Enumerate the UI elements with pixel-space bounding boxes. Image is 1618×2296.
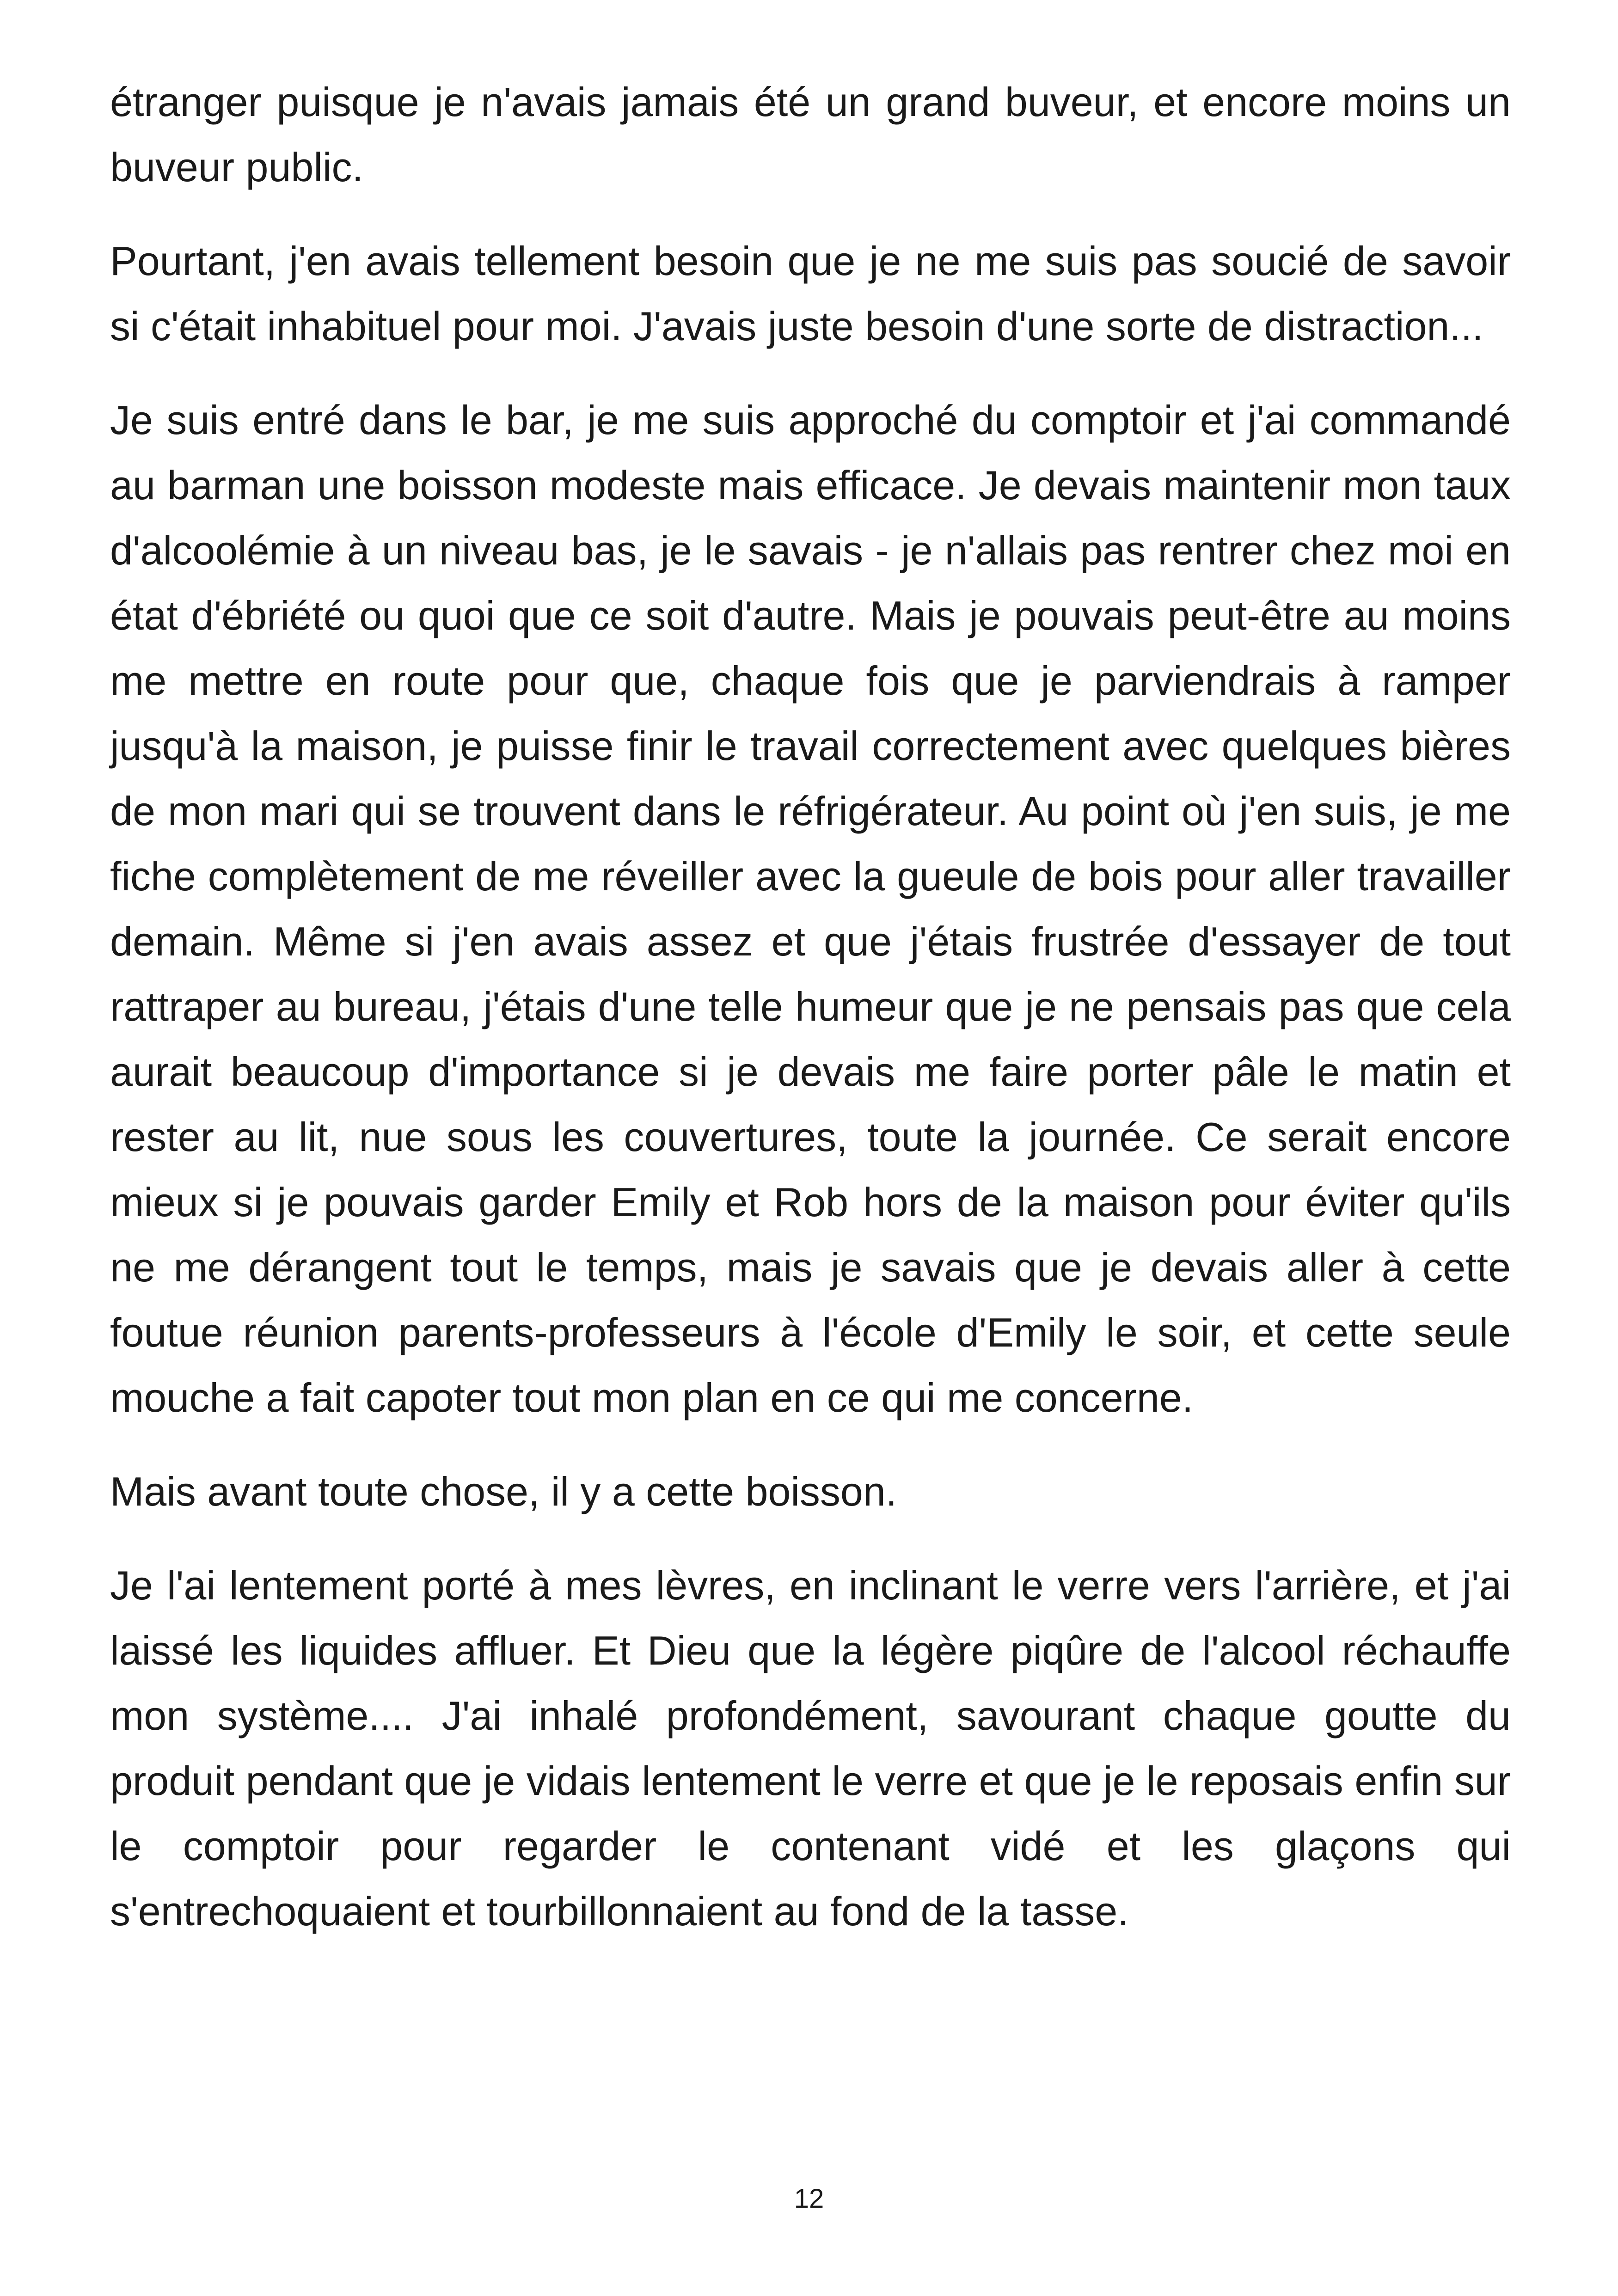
paragraph: étranger puisque je n'avais jamais été un grand buveur, et encore moins un buveur public.	[110, 79, 1511, 190]
paragraph: Je suis entré dans le bar, je me suis approché du comptoir et j'ai commandé au barman une boisson modeste mais efficace. Je devais maintenir mon taux d'alcoolémie à un niveau bas, je le savais - je n'allais pas rentrer chez moi en état d'ébriété ou quoi que ce soit d'autre. Mais je pouvais peut-être au moins me mettre en route pour que, chaque fois que je parviendrais à ramper jusqu'à la maison, je puisse finir le travail correctement avec quelques bières de mon mari qui se trouvent dans le réfrigérateur. Au point où j'en suis, je me fiche complètement de me réveiller avec la gueule de bois pour aller travailler demain. Même si j'en avais assez et que j'étais frustrée d'essayer de tout rattraper au bureau, j'étais d'une telle humeur que je ne pensais pas que cela aurait beaucoup d'importance si je devais me faire porter pâle le matin et rester au lit, nue sous les couvertures, toute la journée. Ce serait encore mieux si je pouvais garder Emily et Rob hors de la maison pour éviter qu'ils ne me dérangent tout le temps, mais je savais que je devais aller à cette foutue réunion parents-professeurs à l'école d'Emily le soir, et cette seule mouche a fait capoter tout mon plan en ce qui me concerne.	[110, 397, 1511, 1420]
paragraph: Mais avant toute chose, il y a cette boisson.	[110, 1469, 897, 1514]
body-text	[110, 69, 1511, 1972]
paragraph: Je l'ai lentement porté à mes lèvres, en inclinant le verre vers l'arrière, et j'ai laissé les liquides affluer. Et Dieu que la légère piqûre de l'alcool réchauffe mon système.... J'ai inhalé profondément, savourant chaque goutte du produit pendant que je vidais lentement le verre et que je le reposais enfin sur le comptoir pour regarder le contenant vidé et les glaçons qui s'entrechoquaient et tourbillonnaient au fond de la tasse.	[110, 1562, 1511, 1934]
paragraph: Pourtant, j'en avais tellement besoin que je ne me suis pas soucié de savoir si c'était inhabituel pour moi. J'avais juste besoin d'une sorte de distraction...	[110, 238, 1511, 349]
page-number: 12	[794, 2184, 824, 2214]
